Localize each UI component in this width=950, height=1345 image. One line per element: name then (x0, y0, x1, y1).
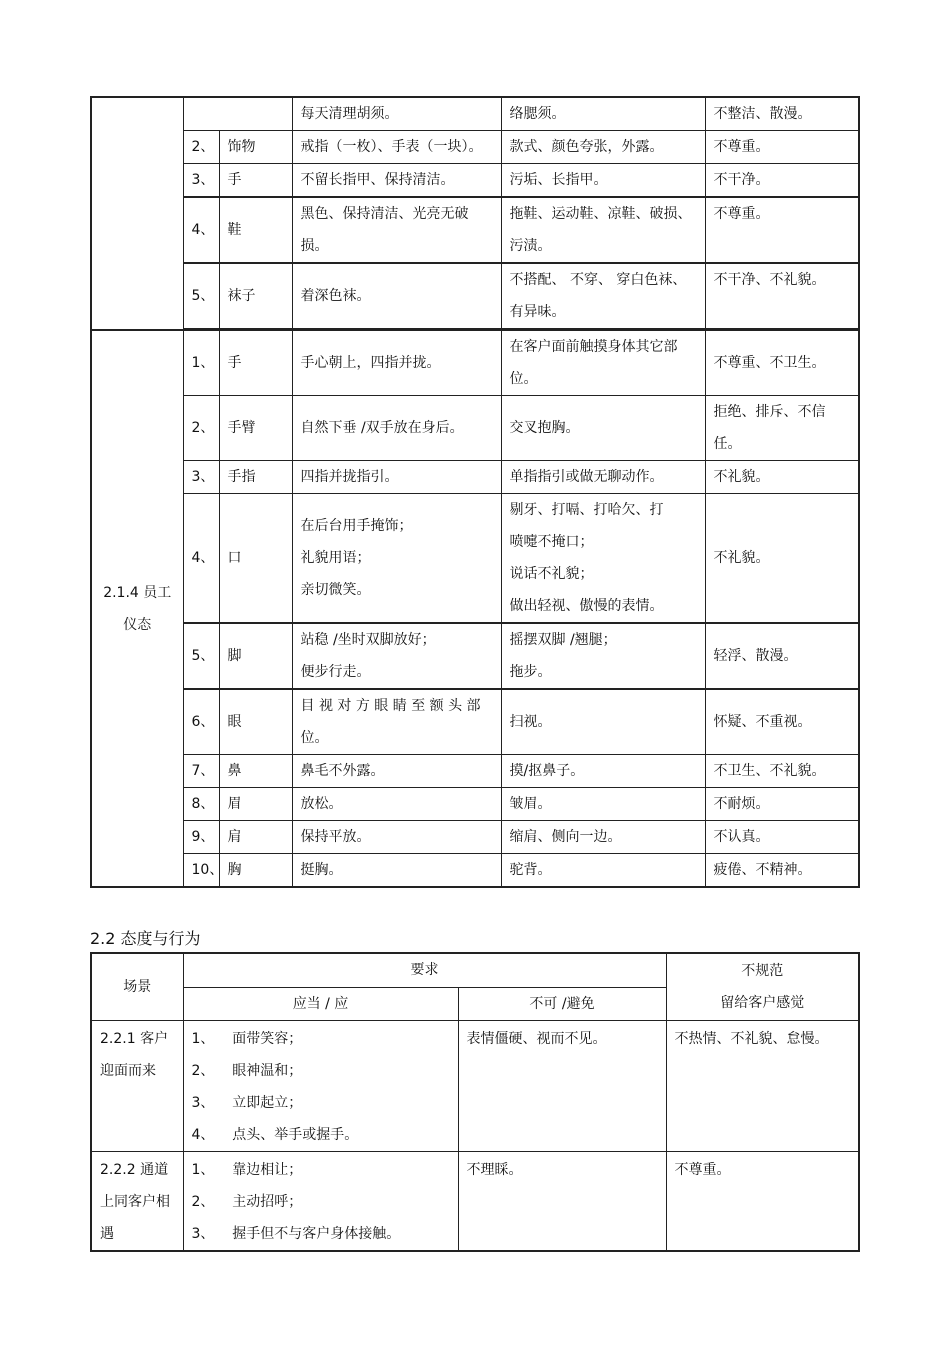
header-nonstandard-line: 不规范 (741, 962, 784, 979)
list-item: 3、 握手但不与客户身体接触。 (191, 1225, 401, 1242)
should-cell: 自然下垂 /双手放在身后。 (292, 396, 501, 461)
item-name: 饰物 (219, 131, 292, 164)
item-name: 手指 (219, 461, 292, 494)
item-name: 手 (219, 164, 292, 198)
avoid-line: 剔牙、打嗝、打哈欠、打 (509, 502, 664, 518)
list-item: 4、 点头、举手或握手。 (191, 1126, 359, 1143)
list-item: 1、 靠边相让； (191, 1161, 303, 1178)
avoid-cell: 扫视。 (501, 689, 705, 755)
feeling-cell: 不尊重。 (705, 197, 859, 263)
avoid-cell: 款式、颜色夸张，外露。 (501, 131, 705, 164)
item-number: 5、 (183, 263, 219, 329)
header-should: 应当 / 应 (183, 987, 458, 1020)
should-cell: 挺胸。 (292, 854, 501, 888)
should-cell (292, 494, 501, 624)
avoid-line: 做出轻视、傲慢的表情。 (509, 598, 664, 614)
item-number: 8、 (183, 788, 219, 821)
table-row (91, 197, 859, 263)
item-number: 1、 (183, 330, 219, 396)
feeling-cell: 不干净。 (705, 164, 859, 198)
avoid-line: 说话不礼貌； (509, 566, 594, 582)
avoid-cell: 驼背。 (501, 854, 705, 888)
avoid-cell: 皱眉。 (501, 788, 705, 821)
should-cell: 戒指（一枚）、手表（一块）。 (292, 131, 501, 164)
table-row (91, 623, 859, 689)
should-line: 礼貌用语； (300, 550, 371, 566)
feeling-cell: 不尊重、不卫生。 (705, 330, 859, 396)
table-row (91, 494, 859, 624)
item-name: 手臂 (219, 396, 292, 461)
table-row (91, 788, 859, 821)
should-list (183, 1020, 458, 1151)
should-line: 站稳 /坐时双脚放好； (300, 632, 436, 648)
list-item: 3、 立即起立； (191, 1094, 303, 1111)
table-row (91, 461, 859, 494)
item-name: 鼻 (219, 755, 292, 788)
category-label: 2.1.4 员工仪态 (91, 330, 183, 887)
should-cell: 鼻毛不外露。 (292, 755, 501, 788)
avoid-cell: 单指指引或做无聊动作。 (501, 461, 705, 494)
feeling-cell: 不耐烦。 (705, 788, 859, 821)
item-cell (183, 97, 292, 131)
table-row (91, 755, 859, 788)
should-line: 便步行走。 (300, 664, 371, 680)
item-number: 2、 (183, 131, 219, 164)
avoid-cell (501, 494, 705, 624)
header-nonstandard (666, 953, 859, 1020)
header-row (91, 953, 859, 987)
feeling-cell: 不热情、不礼貌、怠慢。 (666, 1020, 859, 1151)
avoid-cell: 表情僵硬、视而不见。 (458, 1020, 666, 1151)
feeling-cell: 不尊重。 (705, 131, 859, 164)
should-cell: 黑色、保持清洁、光亮无破损。 (292, 197, 501, 263)
avoid-cell: 交叉抱胸。 (501, 396, 705, 461)
scene-cell: 2.2.1 客户迎面而来 (91, 1020, 183, 1151)
header-feeling-line: 留给客户感觉 (720, 994, 805, 1011)
feeling-cell: 不整洁、散漫。 (705, 97, 859, 131)
item-name: 胸 (219, 854, 292, 888)
feeling-cell: 不礼貌。 (705, 494, 859, 624)
should-cell: 手心朝上，四指并拢。 (292, 330, 501, 396)
avoid-cell: 不搭配、 不穿、 穿白色袜、有异味。 (501, 263, 705, 329)
avoid-line: 拖步。 (509, 664, 552, 680)
feeling-cell: 怀疑、不重视。 (705, 689, 859, 755)
item-number: 3、 (183, 461, 219, 494)
item-name: 脚 (219, 623, 292, 689)
table-row (91, 97, 859, 131)
table-row (91, 821, 859, 854)
table-row (91, 131, 859, 164)
item-name: 口 (219, 494, 292, 624)
avoid-line: 喷嚏不掩口； (509, 534, 594, 550)
avoid-cell: 拖鞋、运动鞋、凉鞋、破损、污渍。 (501, 197, 705, 263)
category-cell-empty (91, 97, 183, 330)
feeling-cell: 不干净、不礼貌。 (705, 263, 859, 329)
avoid-cell: 在客户面前触摸身体其它部位。 (501, 330, 705, 396)
avoid-cell (501, 623, 705, 689)
table-row (91, 263, 859, 329)
item-number: 9、 (183, 821, 219, 854)
table-row (91, 689, 859, 755)
avoid-cell: 缩肩、侧向一边。 (501, 821, 705, 854)
table-row (91, 164, 859, 198)
table-row (91, 1151, 859, 1251)
attitude-table (90, 952, 860, 1252)
feeling-cell: 疲倦、不精神。 (705, 854, 859, 888)
item-name: 鞋 (219, 197, 292, 263)
should-cell: 保持平放。 (292, 821, 501, 854)
should-cell: 不留长指甲、保持清洁。 (292, 164, 501, 198)
header-requirement: 要求 (183, 953, 666, 987)
item-name: 眼 (219, 689, 292, 755)
appearance-table (90, 96, 860, 888)
list-item: 2、 眼神温和； (191, 1062, 303, 1079)
header-avoid: 不可 /避免 (458, 987, 666, 1020)
feeling-cell: 不礼貌。 (705, 461, 859, 494)
avoid-cell: 不理睬。 (458, 1151, 666, 1251)
item-name: 眉 (219, 788, 292, 821)
should-cell (292, 623, 501, 689)
item-number: 7、 (183, 755, 219, 788)
should-list (183, 1151, 458, 1251)
list-item: 2、 主动招呼； (191, 1193, 303, 1210)
item-number: 2、 (183, 396, 219, 461)
avoid-cell: 污垢、长指甲。 (501, 164, 705, 198)
item-name: 肩 (219, 821, 292, 854)
table-row (91, 330, 859, 396)
table-row (91, 396, 859, 461)
table-row (91, 1020, 859, 1151)
avoid-cell: 络腮须。 (501, 97, 705, 131)
item-number: 4、 (183, 494, 219, 624)
item-number: 3、 (183, 164, 219, 198)
table-row (91, 854, 859, 888)
should-cell: 放松。 (292, 788, 501, 821)
item-number: 5、 (183, 623, 219, 689)
scene-cell: 2.2.2 通道上同客户相遇 (91, 1151, 183, 1251)
feeling-cell: 拒绝、排斥、不信任。 (705, 396, 859, 461)
item-number: 10、 (183, 854, 219, 888)
should-cell: 着深色袜。 (292, 263, 501, 329)
should-line: 亲切微笑。 (300, 582, 371, 598)
should-line: 在后台用手掩饰； (300, 518, 413, 534)
avoid-line: 摇摆双脚 /翘腿； (509, 632, 617, 648)
should-cell: 每天清理胡须。 (292, 97, 501, 131)
item-name: 袜子 (219, 263, 292, 329)
feeling-cell: 轻浮、散漫。 (705, 623, 859, 689)
feeling-cell: 不认真。 (705, 821, 859, 854)
section-title: 2.2 态度与行为 (90, 929, 201, 948)
should-cell: 目 视 对 方 眼 睛 至 额 头 部位。 (292, 689, 501, 755)
avoid-cell: 摸/抠鼻子。 (501, 755, 705, 788)
item-number: 4、 (183, 197, 219, 263)
item-name: 手 (219, 330, 292, 396)
should-cell: 四指并拢指引。 (292, 461, 501, 494)
feeling-cell: 不尊重。 (666, 1151, 859, 1251)
list-item: 1、 面带笑容； (191, 1030, 303, 1047)
header-scene: 场景 (91, 953, 183, 1020)
feeling-cell: 不卫生、不礼貌。 (705, 755, 859, 788)
item-number: 6、 (183, 689, 219, 755)
